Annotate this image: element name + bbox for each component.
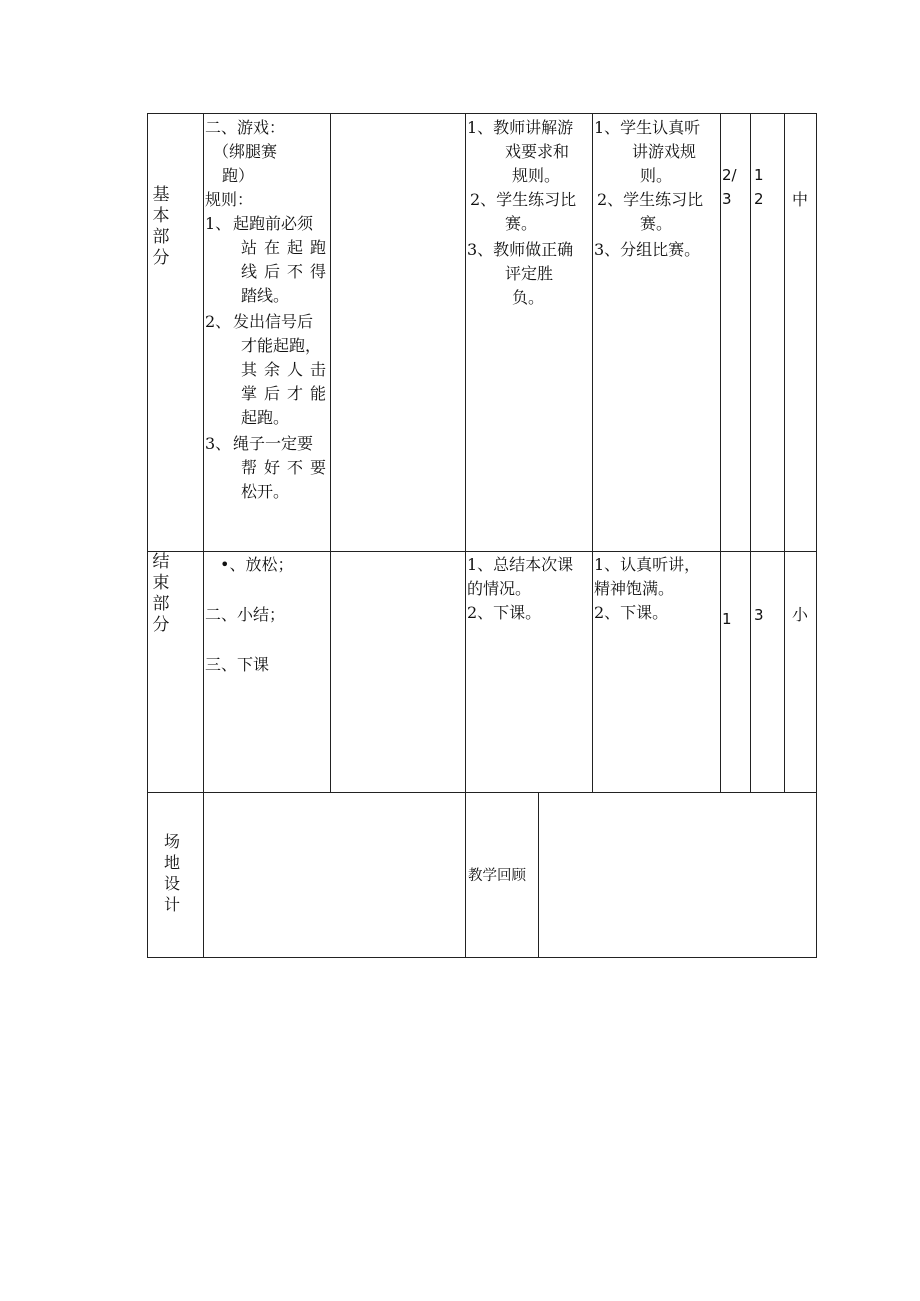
teacher-line1: 1、教师讲解游 bbox=[467, 118, 574, 137]
end-teacher-line2: 的情况。 bbox=[467, 579, 532, 598]
rule1-number: 1、 bbox=[205, 214, 232, 233]
end-col-b: 3 bbox=[754, 606, 764, 624]
student-line4: 2、学生练习比 bbox=[597, 190, 704, 209]
section-label-end: 结束部分 bbox=[152, 552, 170, 635]
section-label-venue: 场地设计 bbox=[163, 832, 180, 914]
teaching-review-label: 教学回顾 bbox=[468, 868, 526, 884]
table-border-right bbox=[816, 113, 817, 958]
rule2-line4: 掌后才能 bbox=[241, 384, 334, 403]
col-divider-review bbox=[538, 792, 539, 958]
col-divider-2 bbox=[330, 113, 331, 793]
game-title: 二、游戏： bbox=[205, 118, 286, 137]
rule2-line3: 其余人击 bbox=[241, 360, 334, 379]
student-line6: 3、分组比赛。 bbox=[594, 240, 701, 259]
rule1-line2: 站在起跑 bbox=[241, 238, 334, 257]
rule3-line1: 绳子一定要 bbox=[233, 434, 314, 453]
rule2-line2: 才能起跑， bbox=[241, 336, 322, 355]
rule2-line5: 起跑。 bbox=[241, 408, 290, 427]
game-name-line1: （绑腿赛 bbox=[213, 142, 278, 161]
end-student-line3: 2、下课。 bbox=[594, 603, 669, 622]
teacher-line6: 3、教师做正确 bbox=[467, 240, 574, 259]
end-item-dismiss: 三、下课 bbox=[205, 655, 270, 674]
row-divider-1 bbox=[147, 551, 817, 552]
rules-label: 规则： bbox=[205, 190, 254, 209]
col-divider-6 bbox=[750, 113, 751, 793]
basic-col-b-line2: 2 bbox=[754, 190, 764, 208]
row-divider-2 bbox=[147, 792, 817, 793]
end-student-line1: 1、认真听讲， bbox=[594, 555, 701, 574]
section-label-basic: 基本部分 bbox=[152, 185, 170, 268]
end-teacher-line3: 2、下课。 bbox=[467, 603, 542, 622]
col-divider-5 bbox=[720, 113, 721, 793]
table-border-bottom bbox=[147, 957, 817, 958]
student-line5: 赛。 bbox=[640, 214, 673, 233]
game-name-line2: 跑） bbox=[222, 166, 255, 185]
rule1-line1: 起跑前必须 bbox=[233, 214, 314, 233]
student-line1: 1、学生认真听 bbox=[594, 118, 701, 137]
table-border-top bbox=[147, 113, 817, 114]
rule2-line1: 发出信号后 bbox=[233, 312, 314, 331]
teacher-line4: 2、学生练习比 bbox=[470, 190, 577, 209]
end-item-relax: •、放松； bbox=[220, 555, 294, 574]
rule2-number: 2、 bbox=[205, 312, 232, 331]
rule1-line3: 线后不得 bbox=[241, 262, 334, 281]
end-col-a: 1 bbox=[722, 610, 732, 628]
col-divider-1 bbox=[203, 113, 204, 958]
teacher-line5: 赛。 bbox=[505, 214, 538, 233]
teacher-line2: 戏要求和 bbox=[505, 142, 570, 161]
rule3-line2: 帮好不要 bbox=[241, 458, 334, 477]
end-intensity: 小 bbox=[792, 605, 809, 624]
end-teacher-line1: 1、总结本次课 bbox=[467, 555, 574, 574]
basic-intensity: 中 bbox=[792, 190, 809, 209]
table-border-left bbox=[147, 113, 148, 958]
col-divider-3 bbox=[465, 113, 466, 958]
rule3-line3: 松开。 bbox=[241, 482, 290, 501]
col-divider-4 bbox=[592, 113, 593, 793]
col-divider-7 bbox=[784, 113, 785, 793]
end-student-line2: 精神饱满。 bbox=[594, 579, 675, 598]
student-line3: 则。 bbox=[640, 166, 673, 185]
basic-col-b-line1: 1 bbox=[754, 166, 764, 184]
teacher-line3: 规则。 bbox=[512, 166, 561, 185]
teacher-line8: 负。 bbox=[512, 288, 545, 307]
basic-col-a-line1: 2/ bbox=[722, 166, 737, 184]
rule1-line4: 踏线。 bbox=[241, 286, 290, 305]
end-item-summary: 二、小结； bbox=[205, 605, 286, 624]
basic-col-a-line2: 3 bbox=[722, 190, 732, 208]
student-line2: 讲游戏规 bbox=[632, 142, 697, 161]
teacher-line7: 评定胜 bbox=[505, 264, 554, 283]
rule3-number: 3、 bbox=[205, 434, 232, 453]
